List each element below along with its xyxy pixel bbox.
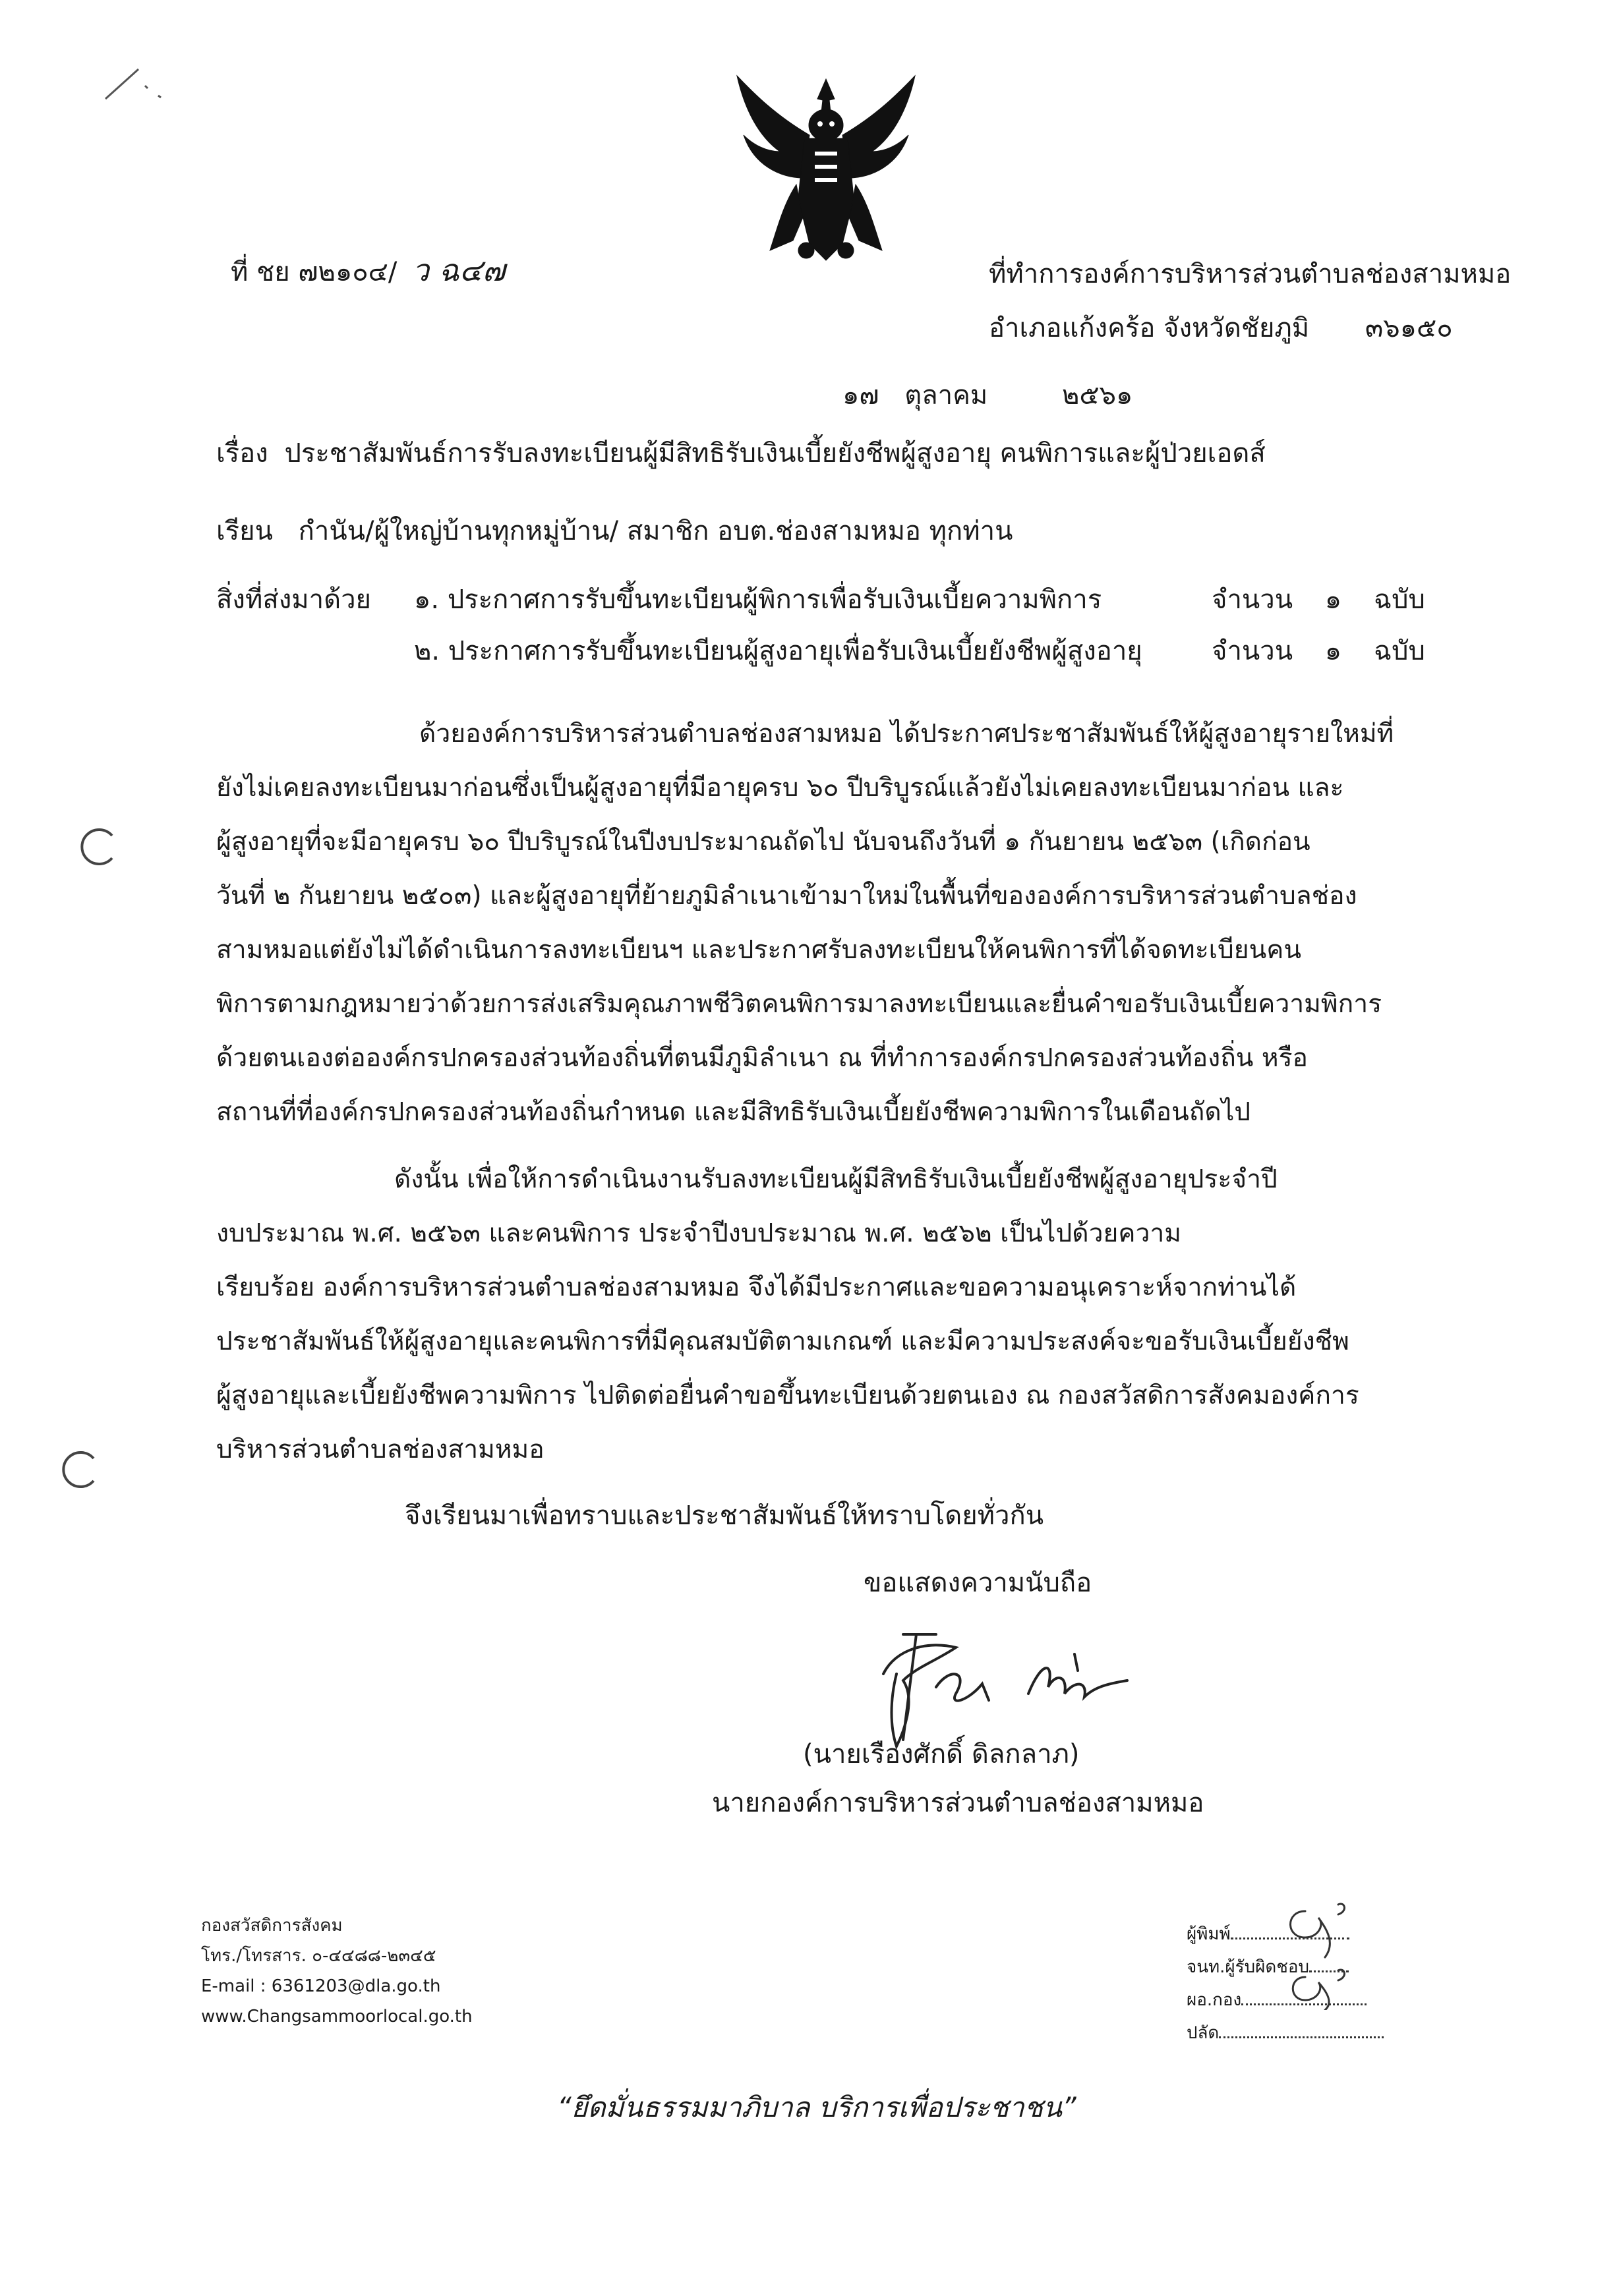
date-month: ตุลาคม [904,380,988,411]
signatory-name: (นายเรืองศักดิ์ ดิลกลาภ) [803,1739,1080,1769]
paragraph1-line: สถานที่ที่องค์กรปกครองส่วนท้องถิ่นกำหนด และมีสิทธิรับเงินเบี้ยยังชีพความพิการในเดือนถัดไป [216,1097,1251,1127]
subject-line [216,436,1266,471]
enclosure-unit: ฉบับ [1373,636,1425,666]
slogan: “ยึดมั่นธรรมมาภิบาล บริการเพื่อประชาชน” [557,2091,1076,2123]
document-number [231,253,505,289]
garuda-emblem [730,72,922,270]
signatory-position: นายกองค์การบริหารส่วนตำบลช่องสามหมอ [712,1788,1204,1818]
enclosure-item [414,583,1102,617]
date-day: ๑๗ [842,380,879,411]
paragraph1-line: ด้วยตนเองต่อองค์กรปกครองส่วนท้องถิ่นที่ตนมีภูมิลำเนา ณ ที่ทำการองค์กรปกครองส่วนท้องถิ่น หรือ [216,1043,1308,1073]
enclosure-item-text: ๑. ประกาศการรับขึ้นทะเบียนผู้พิการเพื่อรับเงินเบี้ยความพิการ [414,585,1102,615]
enclosure-qty-label: จำนวน [1212,636,1293,666]
paragraph2-line: ดังนั้น เพื่อให้การดำเนินงานรับลงทะเบียนผู้มีสิทธิรับเงินเบี้ยยังชีพผู้สูงอายุประจำปี [394,1164,1278,1194]
paragraph2-line: ประชาสัมพันธ์ให้ผู้สูงอายุและคนพิการที่มีคุณสมบัติตามเกณฑ์ และมีความประสงค์จะขอรับเงินเบี้ยยังชีพ [216,1327,1349,1356]
contact-department: กองสวัสดิการสังคม [201,1916,343,1936]
paragraph2-line: บริหารส่วนตำบลช่องสามหมอ [216,1435,545,1464]
complimentary-close: ขอแสดงความนับถือ [864,1568,1092,1598]
approval-row [1187,2017,1384,2048]
contact-email: E-mail : 6361203@dla.go.th [201,1976,441,1996]
office-address-line2 [989,311,1453,345]
subject-text: ประชาสัมพันธ์การรับลงทะเบียนผู้มีสิทธิรับเงินเบี้ยยังชีพผู้สูงอายุ คนพิการและผู้ป่วยเอดส์ [284,438,1266,469]
paragraph2-line: งบประมาณ พ.ศ. ๒๕๖๓ และคนพิการ ประจำปีงบประมาณ พ.ศ. ๒๕๖๒ เป็นไปด้วยความ [216,1219,1181,1248]
approval-label: จนท.ผู้รับผิดชอบ [1187,1957,1309,1977]
letter-date [842,378,1133,413]
recipient-text: กำนัน/ผู้ใหญ่บ้านทุกหมู่บ้าน/ สมาชิก อบต.ช่องสามหมอ ทุกท่าน [298,516,1013,546]
enclosure-unit: ฉบับ [1373,585,1425,615]
paragraph2-line: เรียบร้อย องค์การบริหารส่วนตำบลช่องสามหมอ จึงได้มีประกาศและขอความอนุเคราะห์จากท่านได้ [216,1273,1297,1302]
enclosure-item-text: ๒. ประกาศการรับขึ้นทะเบียนผู้สูงอายุเพื่อรับเงินเบี้ยยังชีพผู้สูงอายุ [414,636,1142,666]
approval-label: ปลัด [1187,2023,1220,2043]
scan-mark [92,59,185,112]
enclosure-qty: ๑ [1324,636,1342,666]
approval-label: ผอ.กอง [1187,1990,1242,2010]
subject-label: เรื่อง [216,438,268,469]
enclosure-qty: ๑ [1324,585,1342,615]
enclosure-item-qty [1212,583,1425,617]
date-year: ๒๕๖๑ [1061,380,1133,411]
punch-hole-mark [78,824,124,870]
document-number-handwritten: ว ฉ๔๗ [412,252,506,288]
enclosures-label: สิ่งที่ส่งมาด้วย [216,585,371,615]
enclosure-qty-label: จำนวน [1212,585,1293,615]
office-postcode: ๓๖๑๕๐ [1365,313,1453,343]
document-number-label: ที่ ชย ๗๒๑๐๔/ [231,257,397,287]
contact-website: www.Changsammoorlocal.go.th [201,2007,473,2026]
recipient-label: เรียน [216,516,273,546]
paragraph1-line: สามหมอแต่ยังไม่ได้ดำเนินการลงทะเบียนฯ และประกาศรับลงทะเบียนให้คนพิการที่ได้จดทะเบียนคน [216,935,1301,965]
paragraph2-line: ผู้สูงอายุและเบี้ยยังชีพความพิการ ไปติดต่อยื่นคำขอขึ้นทะเบียนด้วยตนเอง ณ กองสวัสดิการสังคมองค์การ [216,1381,1359,1410]
enclosure-item-qty [1212,634,1425,668]
paragraph1-line: วันที่ ๒ กันยายน ๒๕๐๓) และผู้สูงอายุที่ย้ายภูมิลำเนาเข้ามาใหม่ในพื้นที่ขององค์การบริหารส่วนตำบลช่อง [216,881,1357,911]
paragraph1-line: ยังไม่เคยลงทะเบียนมาก่อนซึ่งเป็นผู้สูงอายุที่มีอายุครบ ๖๐ ปีบริบูรณ์แล้วยังไม่เคยลงทะเบียนมาก่อน และ [216,773,1344,803]
punch-hole-mark [59,1447,105,1493]
contact-phone: โทร./โทรสาร. ๐-๔๔๘๘-๒๓๔๕ [201,1946,436,1966]
office-district-province: อำเภอแก้งคร้อ จังหวัดชัยภูมิ [989,313,1310,343]
office-address-line1: ที่ทำการองค์การบริหารส่วนตำบลช่องสามหมอ [989,259,1512,289]
enclosure-item [414,634,1142,668]
paragraph1-line: ด้วยองค์การบริหารส่วนตำบลช่องสามหมอ ได้ประกาศประชาสัมพันธ์ให้ผู้สูงอายุรายใหม่ที่ [419,719,1394,749]
paragraph1-line: ผู้สูงอายุที่จะมีอายุครบ ๖๐ ปีบริบูรณ์ในปีงบประมาณถัดไป นับจนถึงวันที่ ๑ กันยายน ๒๕๖๓ (เกิดก่อน [216,827,1310,857]
approval-initials [1272,1885,1378,2010]
recipient-line [216,514,1013,548]
closing-sentence: จึงเรียนมาเพื่อทราบและประชาสัมพันธ์ให้ทราบโดยทั่วกัน [405,1501,1044,1531]
approval-label: ผู้พิมพ์ [1187,1924,1231,1944]
paragraph1-line: พิการตามกฎหมายว่าด้วยการส่งเสริมคุณภาพชีวิตคนพิการมาลงทะเบียนและยื่นคำขอรับเงินเบี้ยความพิการ [216,989,1382,1019]
